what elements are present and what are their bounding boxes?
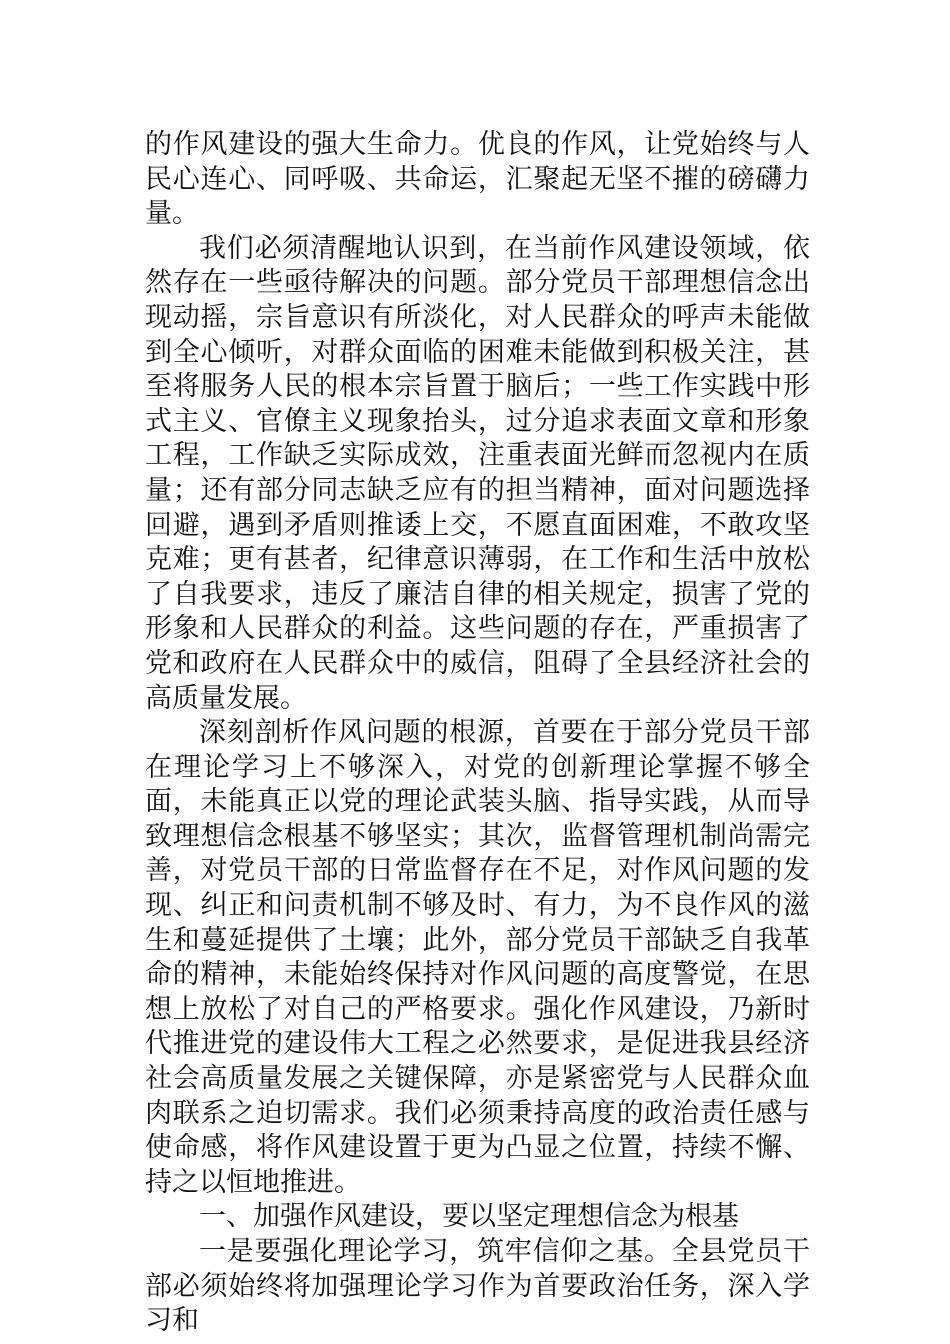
paragraph-root-causes: 深刻剖析作风问题的根源，首要在于部分党员干部在理论学习上不够深入，对党的创新理论掌握不够全面，未能真正以党的理论武装头脑、指导实践，从而导致理想信念根基不够坚实；其次，监督管理机制尚需完善，对党员干部的日常监督存在不足，对作风问题的发现、纠正和问责机制不够及时、有力，为不良作风的滋生和蔓延提供了土壤；此外，部分党员干部缺乏自我革命的精神，未能始终保持对作风问题的高度警觉，在思想上放松了对自己的严格要求。强化作风建设，乃新时代推进党的建设伟大工程之必然要求，是促进我县经济社会高质量发展之关键保障，亦是紧密党与人民群众血肉联系之迫切需求。我们必须秉持高度的政治责任感与使命感，将作风建设置于更为凸显之位置，持续不懈、持之以恒地推进。 [145, 717, 810, 1198]
paragraph-theory-study: 一是要强化理论学习，筑牢信仰之基。全县党员干部必须始终将加强理论学习作为首要政治任务，深入学习和 [145, 1236, 810, 1337]
paragraph-continuation: 的作风建设的强大生命力。优良的作风，让党始终与人民心连心、同呼吸、共命运，汇聚起无坚不摧的磅礴力量。 [145, 129, 810, 230]
section-heading: 一、加强作风建设，要以坚定理想信念为根基 [199, 1201, 739, 1233]
document-body [145, 128, 810, 1339]
paragraph-problems: 我们必须清醒地认识到，在当前作风建设领域，依然存在一些亟待解决的问题。部分党员干部理想信念出现动摇，宗旨意识有所淡化，对人民群众的呼声未能做到全心倾听，对群众面临的困难未能做到积极关注，甚至将服务人民的根本宗旨置于脑后；一些工作实践中形式主义、官僚主义现象抬头，过分追求表面文章和形象工程，工作缺乏实际成效，注重表面光鲜而忽视内在质量；还有部分同志缺乏应有的担当精神，面对问题选择回避，遇到矛盾则推诿上交，不愿直面困难，不敢攻坚克难；更有甚者，纪律意识薄弱，在工作和生活中放松了自我要求，违反了廉洁自律的相关规定，损害了党的形象和人民群众的利益。这些问题的存在，严重损害了党和政府在人民群众中的威信，阻碍了全县经济社会的高质量发展。 [145, 232, 810, 714]
